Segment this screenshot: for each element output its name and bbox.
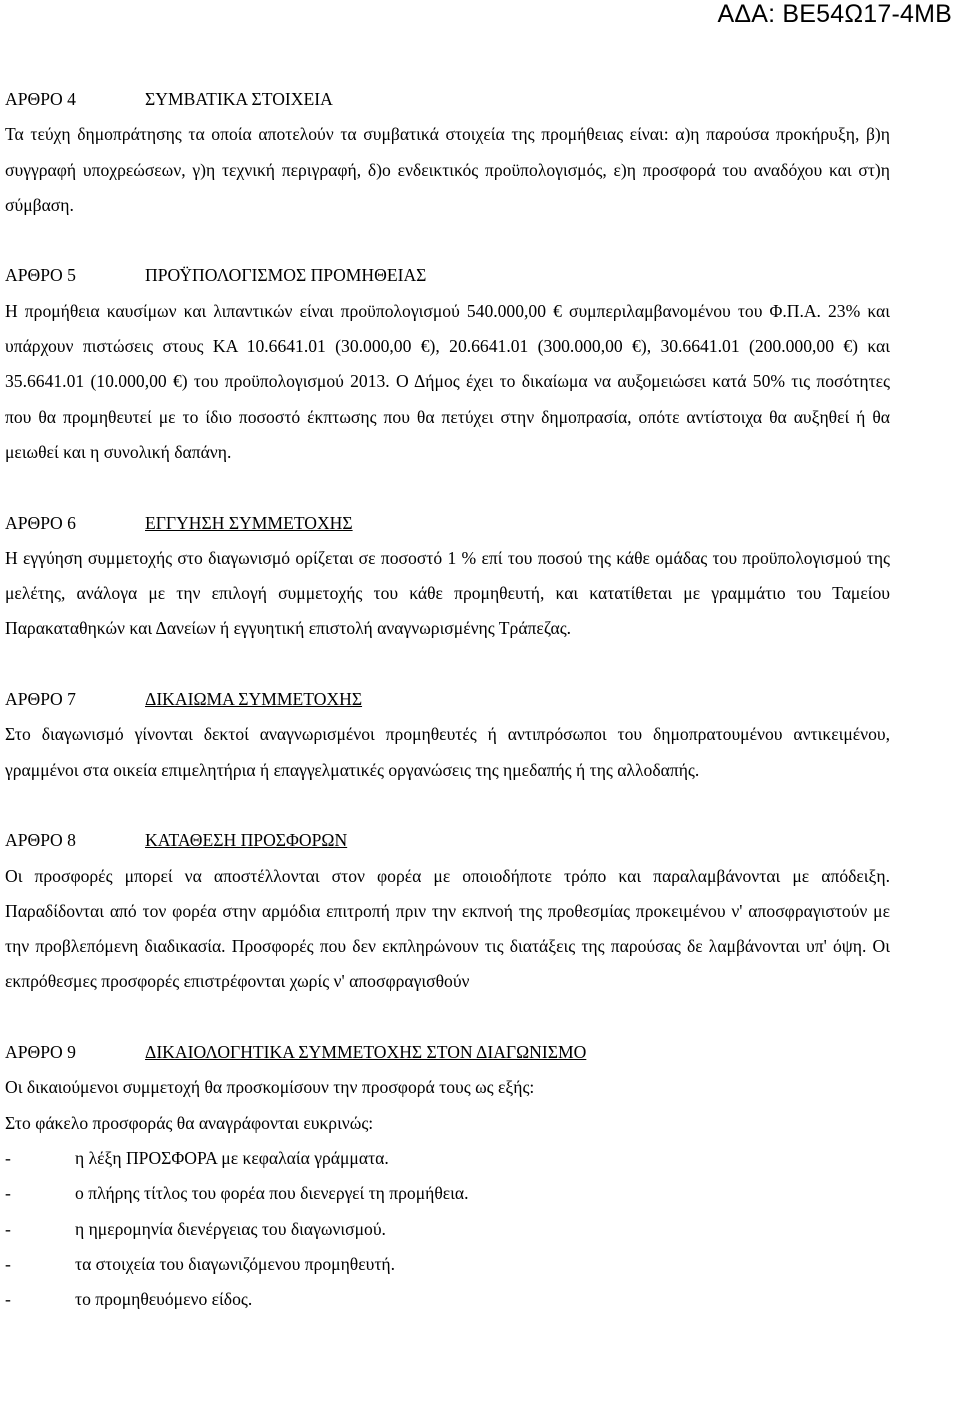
document-page (5, 82, 890, 1317)
article-9 (5, 1035, 890, 1317)
list-item (5, 1176, 890, 1211)
list-item-text: το προμηθευόμενο είδος. (75, 1289, 253, 1310)
article-number: ΑΡΘΡΟ 8 (5, 830, 76, 851)
article-6 (5, 506, 890, 647)
article-7-body: Στο διαγωνισμό γίνονται δεκτοί αναγνωρισμένοι προμηθευτές ή αντιπρόσωποι του δημοπρατουμένου αντικειμένου, γραμμένοι στα οικεία επιμελητήρια ή επαγγελματικές οργανώσεις της ημεδαπής ή της αλλοδαπής. (5, 724, 890, 780)
article-number: ΑΡΘΡΟ 6 (5, 512, 76, 533)
article-title: ΔΙΚΑΙΟΛΟΓΗΤΙΚΑ ΣΥΜΜΕΤΟΧΗΣ ΣΤΟΝ ΔΙΑΓΩΝΙΣΜΟ (145, 1042, 587, 1063)
article-title: ΣΥΜΒΑΤΙΚΑ ΣΤΟΙΧΕΙΑ (145, 89, 333, 109)
list-dash: - (5, 1253, 11, 1274)
article-title: ΠΡΟΫΠΟΛΟΓΙΣΜΟΣ ΠΡΟΜΗΘΕΙΑΣ (145, 265, 427, 286)
article-5-body: Η προμήθεια καυσίμων και λιπαντικών είναι προϋπολογισμού 540.000,00 € συμπεριλαμβανομένου του Φ.Π.Α. 23% και υπάρχουν πιστώσεις στους ΚΑ 10.6641.01 (30.000,00 €), 20.6641.01 (300.000,00 €), 30.6641.01 (200.000,00 €) και 35.6641.01 (10.000,00 €) του προϋπολογισμού 2013. Ο Δήμος έχει το δικαίωμα να αυξομειώσει κατά 50% τις ποσότητες που θα προμηθευτεί με το ίδιο ποσοστό έκπτωσης που θα πετύχει στην δημοπρασία, οπότε αντίστοιχα θα αυξηθεί ή θα μειωθεί και η συνολική δαπάνη. (5, 300, 890, 462)
article-7 (5, 682, 890, 788)
article-4-body: Τα τεύχη δημοπράτησης τα οποία αποτελούν τα συμβατικά στοιχεία της προμήθειας είναι: α)η παρούσα προκήρυξη, β)η συγγραφή υποχρεώσεων, γ)η τεχνική περιγραφή, δ)ο ενδεικτικός προϋπολογισμός, ε)η προσφορά του αναδόχου και στ)η σύμβαση. (5, 124, 890, 215)
list-item (5, 1141, 890, 1176)
list-item (5, 1282, 890, 1317)
article-number: ΑΡΘΡΟ 4 (5, 89, 76, 109)
article-number: ΑΡΘΡΟ 7 (5, 689, 76, 710)
article-6-body: Η εγγύηση συμμετοχής στο διαγωνισμό ορίζεται σε ποσοστό 1 % επί του ποσού της κάθε ομάδας του προϋπολογισμού της μελέτης, ανάλογα με την επιλογή συμμετοχής του κάθε προμηθευτή, και κατατίθεται με γραμμάτιο του Ταμείου Παρακαταθηκών και Δανείων ή εγγυητική επιστολή αναγνωρισμένης Τράπεζας. (5, 547, 890, 639)
article-number: ΑΡΘΡΟ 5 (5, 265, 76, 286)
article-9-envelope-note: Στο φάκελο προσφοράς θα αναγράφονται ευκρινώς: (5, 1112, 374, 1133)
list-dash: - (5, 1183, 11, 1204)
article-6-heading (5, 506, 890, 541)
list-dash: - (5, 1147, 11, 1168)
list-item-text: η λέξη ΠΡΟΣΦΟΡΑ με κεφαλαία γράμματα. (75, 1147, 389, 1168)
list-item-text: ο πλήρης τίτλος του φορέα που διενεργεί τη προμήθεια. (75, 1183, 469, 1204)
article-4 (5, 82, 890, 223)
article-title: ΔΙΚΑΙΩΜΑ ΣΥΜΜΕΤΟΧΗΣ (145, 689, 363, 710)
list-item (5, 1212, 890, 1247)
article-title: ΕΓΓΥΗΣΗ ΣΥΜΜΕΤΟΧΗΣ (145, 512, 353, 533)
article-5-heading (5, 258, 890, 293)
article-9-heading (5, 1035, 890, 1070)
article-5 (5, 258, 890, 470)
list-item-text: η ημερομηνία διενέργειας του διαγωνισμού. (75, 1218, 386, 1239)
article-number: ΑΡΘΡΟ 9 (5, 1042, 76, 1063)
article-8-heading (5, 823, 890, 858)
list-item (5, 1247, 890, 1282)
list-item-text: τα στοιχεία του διαγωνιζόμενου προμηθευτή. (75, 1253, 395, 1274)
article-title: ΚΑΤΑΘΕΣΗ ΠΡΟΣΦΟΡΩΝ (145, 830, 348, 851)
article-7-heading (5, 682, 890, 717)
article-9-intro: Οι δικαιούμενοι συμμετοχή θα προσκομίσουν την προσφορά τους ως εξής: (5, 1077, 535, 1098)
article-4-heading (5, 82, 890, 117)
article-8 (5, 823, 890, 999)
list-dash: - (5, 1289, 11, 1310)
article-8-body: Οι προσφορές μπορεί να αποστέλλονται στον φορέα με οποιοδήποτε τρόπο και παραλαμβάνονται με απόδειξη. Παραδίδονται από τον φορέα στην αρμόδια επιτροπή πριν την εκπνοή της προθεσμίας προκειμένου ν' αποσφραγιστούν με την προβλεπόμενη διαδικασία. Προσφορές που δεν εκπληρώνουν τις διατάξεις της παρούσας δε λαμβάνονται υπ' όψη. Οι εκπρόθεσμες προσφορές επιστρέφονται χωρίς ν' αποσφραγισθούν (5, 865, 890, 992)
ada-code: ΑΔΑ: ΒΕ54Ω17-4ΜΒ (717, 0, 952, 28)
list-dash: - (5, 1218, 11, 1239)
